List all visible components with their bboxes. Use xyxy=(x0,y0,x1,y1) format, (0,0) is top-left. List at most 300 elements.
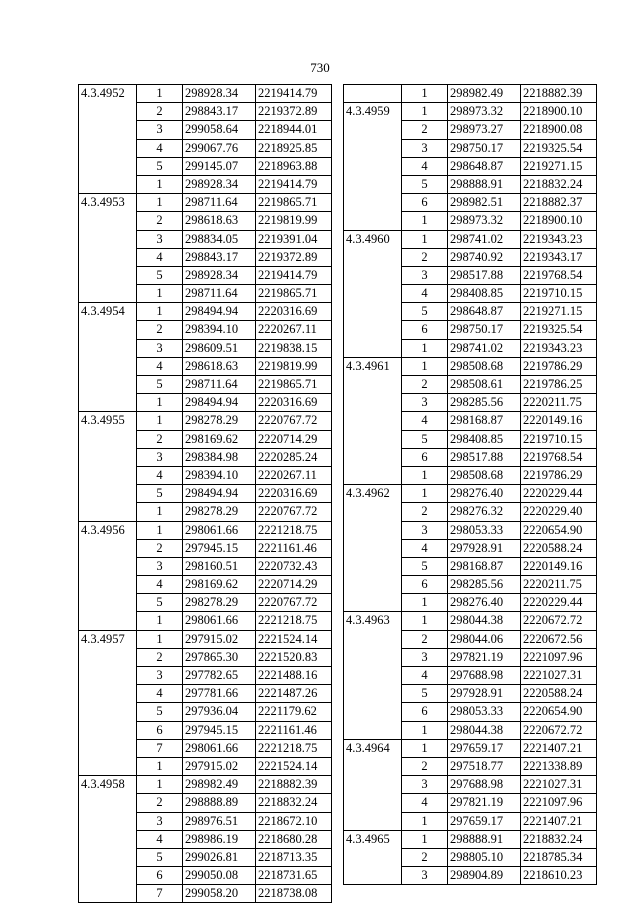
point-number: 3 xyxy=(402,867,448,885)
x-coordinate: 298843.17 xyxy=(183,248,256,266)
point-number: 1 xyxy=(402,721,448,739)
y-coordinate: 2219414.79 xyxy=(256,175,332,193)
x-coordinate: 298973.27 xyxy=(448,121,521,139)
point-number: 1 xyxy=(402,466,448,484)
y-coordinate: 2219271.15 xyxy=(521,157,597,175)
x-coordinate: 297782.65 xyxy=(183,667,256,685)
table-row xyxy=(344,230,597,248)
x-coordinate: 299050.08 xyxy=(183,867,256,885)
y-coordinate: 2219865.71 xyxy=(256,194,332,212)
x-coordinate: 298843.17 xyxy=(183,103,256,121)
x-coordinate: 298648.87 xyxy=(448,303,521,321)
x-coordinate: 298494.94 xyxy=(183,394,256,412)
y-coordinate: 2218900.10 xyxy=(521,212,597,230)
x-coordinate: 297518.77 xyxy=(448,757,521,775)
x-coordinate: 298053.33 xyxy=(448,521,521,539)
y-coordinate: 2221161.46 xyxy=(256,721,332,739)
point-number: 4 xyxy=(402,285,448,303)
point-number: 5 xyxy=(137,157,183,175)
y-coordinate: 2219372.89 xyxy=(256,248,332,266)
x-coordinate: 298044.38 xyxy=(448,612,521,630)
y-coordinate: 2220654.90 xyxy=(521,703,597,721)
x-coordinate: 298278.29 xyxy=(183,412,256,430)
point-number: 1 xyxy=(137,194,183,212)
x-coordinate: 299026.81 xyxy=(183,848,256,866)
point-number: 1 xyxy=(402,594,448,612)
x-coordinate: 298618.63 xyxy=(183,357,256,375)
x-coordinate: 297688.98 xyxy=(448,667,521,685)
y-coordinate: 2220767.72 xyxy=(256,412,332,430)
y-coordinate: 2219271.15 xyxy=(521,303,597,321)
x-coordinate: 298711.64 xyxy=(183,376,256,394)
x-coordinate: 297945.15 xyxy=(183,539,256,557)
section-number: 4.3.4957 xyxy=(79,630,137,776)
point-number: 1 xyxy=(137,85,183,103)
x-coordinate: 298648.87 xyxy=(448,157,521,175)
y-coordinate: 2219343.23 xyxy=(521,339,597,357)
x-coordinate: 298278.29 xyxy=(183,503,256,521)
point-number: 1 xyxy=(402,357,448,375)
point-number: 1 xyxy=(137,757,183,775)
point-number: 2 xyxy=(137,648,183,666)
y-coordinate: 2218832.24 xyxy=(256,794,332,812)
y-coordinate: 2219865.71 xyxy=(256,285,332,303)
x-coordinate: 297936.04 xyxy=(183,703,256,721)
x-coordinate: 298517.88 xyxy=(448,266,521,284)
point-number: 3 xyxy=(402,266,448,284)
y-coordinate: 2218882.37 xyxy=(521,194,597,212)
y-coordinate: 2220588.24 xyxy=(521,539,597,557)
point-number: 1 xyxy=(137,630,183,648)
table-row xyxy=(79,194,332,212)
point-number: 5 xyxy=(137,485,183,503)
section-number: 4.3.4953 xyxy=(79,194,137,303)
y-coordinate: 2220267.11 xyxy=(256,321,332,339)
point-number: 1 xyxy=(137,612,183,630)
point-number: 6 xyxy=(402,576,448,594)
y-coordinate: 2220672.72 xyxy=(521,612,597,630)
y-coordinate: 2220229.40 xyxy=(521,503,597,521)
point-number: 1 xyxy=(402,103,448,121)
x-coordinate: 298494.94 xyxy=(183,485,256,503)
x-coordinate: 298741.02 xyxy=(448,339,521,357)
x-coordinate: 298618.63 xyxy=(183,212,256,230)
y-coordinate: 2221097.96 xyxy=(521,648,597,666)
y-coordinate: 2218832.24 xyxy=(521,830,597,848)
y-coordinate: 2221027.31 xyxy=(521,776,597,794)
point-number: 5 xyxy=(137,376,183,394)
point-number: 4 xyxy=(402,667,448,685)
point-number: 6 xyxy=(137,867,183,885)
x-coordinate: 297688.98 xyxy=(448,776,521,794)
point-number: 2 xyxy=(402,848,448,866)
x-coordinate: 298168.87 xyxy=(448,412,521,430)
point-number: 1 xyxy=(402,485,448,503)
y-coordinate: 2221338.89 xyxy=(521,757,597,775)
x-coordinate: 297915.02 xyxy=(183,757,256,775)
x-coordinate: 298973.32 xyxy=(448,212,521,230)
y-coordinate: 2218713.35 xyxy=(256,848,332,866)
x-coordinate: 298888.91 xyxy=(448,830,521,848)
table-row xyxy=(344,485,597,503)
point-number: 1 xyxy=(137,285,183,303)
table-row xyxy=(344,612,597,630)
x-coordinate: 298750.17 xyxy=(448,139,521,157)
y-coordinate: 2221161.46 xyxy=(256,539,332,557)
x-coordinate: 298394.10 xyxy=(183,321,256,339)
x-coordinate: 298982.51 xyxy=(448,194,521,212)
x-coordinate: 297928.91 xyxy=(448,539,521,557)
point-number: 4 xyxy=(402,412,448,430)
section-number: 4.3.4958 xyxy=(79,776,137,903)
y-coordinate: 2218731.65 xyxy=(256,867,332,885)
x-coordinate: 298169.62 xyxy=(183,576,256,594)
x-coordinate: 297659.17 xyxy=(448,812,521,830)
x-coordinate: 298276.32 xyxy=(448,503,521,521)
x-coordinate: 298508.61 xyxy=(448,376,521,394)
point-number: 4 xyxy=(402,794,448,812)
point-number: 1 xyxy=(402,339,448,357)
y-coordinate: 2219391.04 xyxy=(256,230,332,248)
x-coordinate: 298928.34 xyxy=(183,85,256,103)
x-coordinate: 298986.19 xyxy=(183,830,256,848)
y-coordinate: 2221520.83 xyxy=(256,648,332,666)
point-number: 2 xyxy=(137,212,183,230)
y-coordinate: 2221097.96 xyxy=(521,794,597,812)
x-coordinate: 298278.29 xyxy=(183,594,256,612)
point-number: 1 xyxy=(137,503,183,521)
table-row xyxy=(344,739,597,757)
x-coordinate: 298285.56 xyxy=(448,394,521,412)
y-coordinate: 2218963.88 xyxy=(256,157,332,175)
x-coordinate: 298928.34 xyxy=(183,266,256,284)
y-coordinate: 2219710.15 xyxy=(521,285,597,303)
y-coordinate: 2219414.79 xyxy=(256,266,332,284)
point-number: 2 xyxy=(402,630,448,648)
x-coordinate: 297915.02 xyxy=(183,630,256,648)
y-coordinate: 2221218.75 xyxy=(256,739,332,757)
y-coordinate: 2220316.69 xyxy=(256,485,332,503)
x-coordinate: 298276.40 xyxy=(448,594,521,612)
y-coordinate: 2219325.54 xyxy=(521,321,597,339)
x-coordinate: 298384.98 xyxy=(183,448,256,466)
table-row xyxy=(79,303,332,321)
point-number: 4 xyxy=(137,830,183,848)
y-coordinate: 2219838.15 xyxy=(256,339,332,357)
point-number: 4 xyxy=(137,466,183,484)
point-number: 2 xyxy=(137,794,183,812)
x-coordinate: 298285.56 xyxy=(448,576,521,594)
point-number: 2 xyxy=(402,248,448,266)
y-coordinate: 2218832.24 xyxy=(521,175,597,193)
point-number: 1 xyxy=(137,303,183,321)
point-number: 6 xyxy=(402,194,448,212)
point-number: 5 xyxy=(137,594,183,612)
section-number: 4.3.4959 xyxy=(344,103,402,230)
x-coordinate: 298888.89 xyxy=(183,794,256,812)
point-number: 5 xyxy=(137,848,183,866)
point-number: 5 xyxy=(402,685,448,703)
point-number: 3 xyxy=(137,667,183,685)
y-coordinate: 2219865.71 xyxy=(256,376,332,394)
section-number: 4.3.4956 xyxy=(79,521,137,630)
x-coordinate: 299058.64 xyxy=(183,121,256,139)
x-coordinate: 299145.07 xyxy=(183,157,256,175)
y-coordinate: 2219372.89 xyxy=(256,103,332,121)
x-coordinate: 298888.91 xyxy=(448,175,521,193)
point-number: 4 xyxy=(137,357,183,375)
y-coordinate: 2220149.16 xyxy=(521,412,597,430)
y-coordinate: 2221487.26 xyxy=(256,685,332,703)
point-number: 3 xyxy=(137,121,183,139)
table-row xyxy=(79,412,332,430)
point-number: 6 xyxy=(402,448,448,466)
y-coordinate: 2218925.85 xyxy=(256,139,332,157)
point-number: 6 xyxy=(137,721,183,739)
x-coordinate: 297659.17 xyxy=(448,739,521,757)
point-number: 4 xyxy=(402,539,448,557)
point-number: 3 xyxy=(402,521,448,539)
point-number: 5 xyxy=(402,303,448,321)
point-number: 2 xyxy=(137,103,183,121)
y-coordinate: 2220229.44 xyxy=(521,594,597,612)
section-number: 4.3.4964 xyxy=(344,739,402,830)
y-coordinate: 2221218.75 xyxy=(256,521,332,539)
y-coordinate: 2218882.39 xyxy=(521,85,597,103)
x-coordinate: 299067.76 xyxy=(183,139,256,157)
y-coordinate: 2219786.29 xyxy=(521,357,597,375)
x-coordinate: 297945.15 xyxy=(183,721,256,739)
section-number: 4.3.4962 xyxy=(344,485,402,612)
y-coordinate: 2218900.10 xyxy=(521,103,597,121)
x-coordinate: 298053.33 xyxy=(448,703,521,721)
x-coordinate: 298517.88 xyxy=(448,448,521,466)
point-number: 4 xyxy=(137,576,183,594)
section-number: 4.3.4954 xyxy=(79,303,137,412)
x-coordinate: 298276.40 xyxy=(448,485,521,503)
point-number: 4 xyxy=(137,248,183,266)
x-coordinate: 298750.17 xyxy=(448,321,521,339)
x-coordinate: 298061.66 xyxy=(183,612,256,630)
x-coordinate: 298740.92 xyxy=(448,248,521,266)
y-coordinate: 2218882.39 xyxy=(256,776,332,794)
coordinates-table-right xyxy=(343,84,597,885)
x-coordinate: 298508.68 xyxy=(448,357,521,375)
y-coordinate: 2220229.44 xyxy=(521,485,597,503)
x-coordinate: 298061.66 xyxy=(183,739,256,757)
y-coordinate: 2220316.69 xyxy=(256,394,332,412)
y-coordinate: 2220767.72 xyxy=(256,503,332,521)
table-row xyxy=(344,85,597,103)
y-coordinate: 2221488.16 xyxy=(256,667,332,685)
table-row xyxy=(79,630,332,648)
y-coordinate: 2220732.43 xyxy=(256,557,332,575)
y-coordinate: 2219414.79 xyxy=(256,85,332,103)
x-coordinate: 298494.94 xyxy=(183,303,256,321)
x-coordinate: 298061.66 xyxy=(183,521,256,539)
point-number: 2 xyxy=(402,376,448,394)
y-coordinate: 2220714.29 xyxy=(256,430,332,448)
section-number: 4.3.4960 xyxy=(344,230,402,357)
point-number: 2 xyxy=(137,321,183,339)
section-number: 4.3.4965 xyxy=(344,830,402,885)
point-number: 5 xyxy=(402,557,448,575)
y-coordinate: 2218610.23 xyxy=(521,867,597,885)
y-coordinate: 2221218.75 xyxy=(256,612,332,630)
x-coordinate: 298982.49 xyxy=(448,85,521,103)
y-coordinate: 2219786.25 xyxy=(521,376,597,394)
point-number: 5 xyxy=(137,266,183,284)
point-number: 2 xyxy=(402,503,448,521)
x-coordinate: 298834.05 xyxy=(183,230,256,248)
y-coordinate: 2221407.21 xyxy=(521,812,597,830)
point-number: 1 xyxy=(402,612,448,630)
point-number: 4 xyxy=(137,685,183,703)
x-coordinate: 297865.30 xyxy=(183,648,256,666)
x-coordinate: 297781.66 xyxy=(183,685,256,703)
point-number: 2 xyxy=(137,539,183,557)
table-row xyxy=(79,521,332,539)
point-number: 1 xyxy=(402,212,448,230)
point-number: 1 xyxy=(402,85,448,103)
y-coordinate: 2220267.11 xyxy=(256,466,332,484)
x-coordinate: 298805.10 xyxy=(448,848,521,866)
x-coordinate: 298904.89 xyxy=(448,867,521,885)
x-coordinate: 298711.64 xyxy=(183,285,256,303)
x-coordinate: 298741.02 xyxy=(448,230,521,248)
x-coordinate: 298609.51 xyxy=(183,339,256,357)
section-number: 4.3.4963 xyxy=(344,612,402,739)
x-coordinate: 298982.49 xyxy=(183,776,256,794)
x-coordinate: 297821.19 xyxy=(448,794,521,812)
y-coordinate: 2220654.90 xyxy=(521,521,597,539)
y-coordinate: 2218944.01 xyxy=(256,121,332,139)
point-number: 2 xyxy=(402,757,448,775)
point-number: 4 xyxy=(402,157,448,175)
point-number: 1 xyxy=(137,776,183,794)
table-row xyxy=(79,776,332,794)
point-number: 1 xyxy=(137,175,183,193)
point-number: 3 xyxy=(402,394,448,412)
y-coordinate: 2221524.14 xyxy=(256,630,332,648)
y-coordinate: 2221524.14 xyxy=(256,757,332,775)
x-coordinate: 298408.85 xyxy=(448,430,521,448)
y-coordinate: 2218738.08 xyxy=(256,885,332,903)
y-coordinate: 2220714.29 xyxy=(256,576,332,594)
x-coordinate: 298508.68 xyxy=(448,466,521,484)
point-number: 3 xyxy=(137,448,183,466)
x-coordinate: 298394.10 xyxy=(183,466,256,484)
section-number xyxy=(344,85,402,103)
y-coordinate: 2219819.99 xyxy=(256,212,332,230)
point-number: 1 xyxy=(137,394,183,412)
y-coordinate: 2220672.72 xyxy=(521,721,597,739)
section-number: 4.3.4952 xyxy=(79,85,137,194)
point-number: 3 xyxy=(137,230,183,248)
x-coordinate: 298973.32 xyxy=(448,103,521,121)
x-coordinate: 298711.64 xyxy=(183,194,256,212)
y-coordinate: 2219819.99 xyxy=(256,357,332,375)
x-coordinate: 299058.20 xyxy=(183,885,256,903)
x-coordinate: 298168.87 xyxy=(448,557,521,575)
y-coordinate: 2220149.16 xyxy=(521,557,597,575)
point-number: 3 xyxy=(137,557,183,575)
y-coordinate: 2219768.54 xyxy=(521,448,597,466)
x-coordinate: 298408.85 xyxy=(448,285,521,303)
y-coordinate: 2219325.54 xyxy=(521,139,597,157)
point-number: 1 xyxy=(402,230,448,248)
point-number: 3 xyxy=(402,648,448,666)
x-coordinate: 298044.06 xyxy=(448,630,521,648)
y-coordinate: 2220767.72 xyxy=(256,594,332,612)
y-coordinate: 2218785.34 xyxy=(521,848,597,866)
point-number: 7 xyxy=(137,885,183,903)
y-coordinate: 2219343.17 xyxy=(521,248,597,266)
point-number: 1 xyxy=(402,830,448,848)
point-number: 3 xyxy=(402,139,448,157)
point-number: 7 xyxy=(137,739,183,757)
point-number: 3 xyxy=(137,339,183,357)
y-coordinate: 2219786.29 xyxy=(521,466,597,484)
y-coordinate: 2220316.69 xyxy=(256,303,332,321)
y-coordinate: 2218680.28 xyxy=(256,830,332,848)
point-number: 3 xyxy=(137,812,183,830)
section-number: 4.3.4961 xyxy=(344,357,402,484)
y-coordinate: 2220588.24 xyxy=(521,685,597,703)
point-number: 6 xyxy=(402,321,448,339)
point-number: 1 xyxy=(402,812,448,830)
x-coordinate: 297821.19 xyxy=(448,648,521,666)
point-number: 3 xyxy=(402,776,448,794)
y-coordinate: 2221179.62 xyxy=(256,703,332,721)
point-number: 5 xyxy=(137,703,183,721)
point-number: 1 xyxy=(402,739,448,757)
x-coordinate: 298976.51 xyxy=(183,812,256,830)
y-coordinate: 2218672.10 xyxy=(256,812,332,830)
y-coordinate: 2220211.75 xyxy=(521,576,597,594)
section-number: 4.3.4955 xyxy=(79,412,137,521)
y-coordinate: 2221407.21 xyxy=(521,739,597,757)
y-coordinate: 2220285.24 xyxy=(256,448,332,466)
y-coordinate: 2218900.08 xyxy=(521,121,597,139)
table-row xyxy=(344,103,597,121)
point-number: 5 xyxy=(402,430,448,448)
point-number: 2 xyxy=(137,430,183,448)
coordinates-table-left xyxy=(78,84,332,903)
point-number: 2 xyxy=(402,121,448,139)
table-row xyxy=(79,85,332,103)
point-number: 5 xyxy=(402,175,448,193)
x-coordinate: 298169.62 xyxy=(183,430,256,448)
point-number: 1 xyxy=(137,521,183,539)
y-coordinate: 2220211.75 xyxy=(521,394,597,412)
y-coordinate: 2219343.23 xyxy=(521,230,597,248)
y-coordinate: 2219768.54 xyxy=(521,266,597,284)
table-row xyxy=(344,357,597,375)
y-coordinate: 2221027.31 xyxy=(521,667,597,685)
y-coordinate: 2219710.15 xyxy=(521,430,597,448)
x-coordinate: 298044.38 xyxy=(448,721,521,739)
y-coordinate: 2220672.56 xyxy=(521,630,597,648)
point-number: 6 xyxy=(402,703,448,721)
x-coordinate: 297928.91 xyxy=(448,685,521,703)
table-row xyxy=(344,830,597,848)
point-number: 4 xyxy=(137,139,183,157)
page-number: 730 xyxy=(310,60,330,75)
point-number: 1 xyxy=(137,412,183,430)
x-coordinate: 298160.51 xyxy=(183,557,256,575)
x-coordinate: 298928.34 xyxy=(183,175,256,193)
